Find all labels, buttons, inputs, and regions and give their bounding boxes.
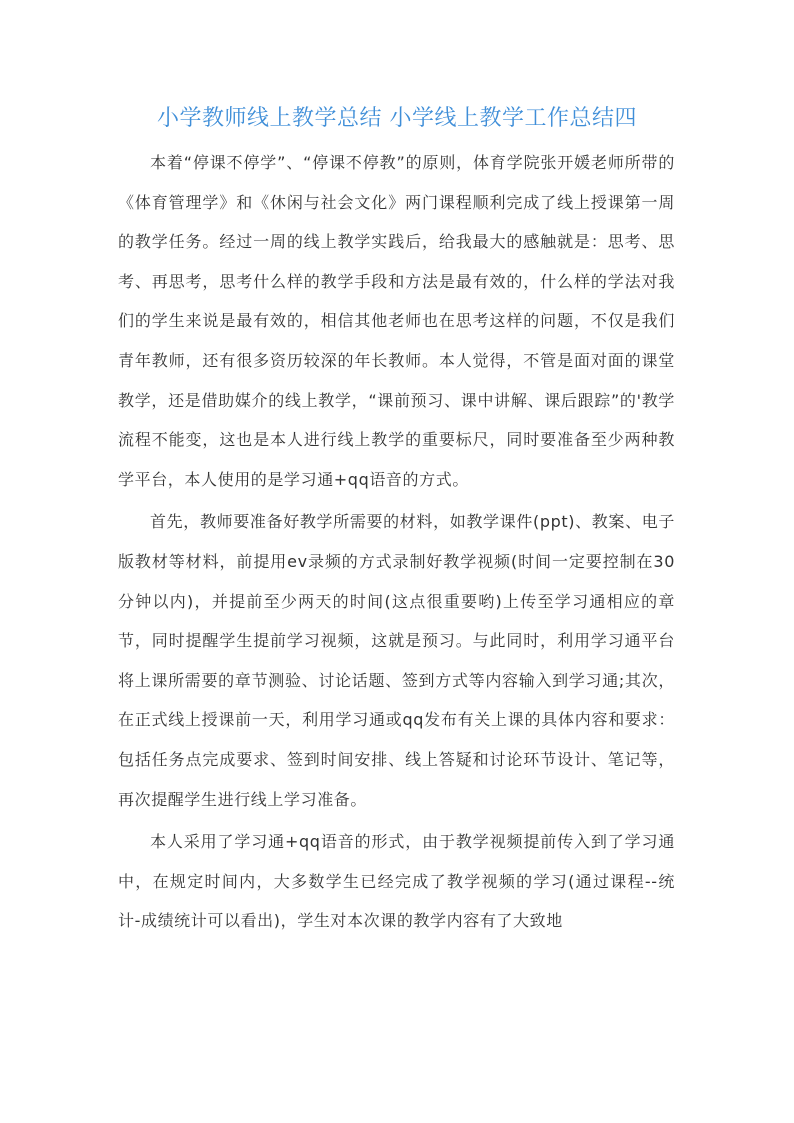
page-title: 小学教师线上教学总结 小学线上教学工作总结四 [157,106,637,131]
paragraph-intro: 本着“停课不停学”、“停课不停教”的原则，体育学院张开媛老师所带的《体育管理学》和《休闲与社会文化》两门课程顺利完成了线上授课第一周的教学任务。经过一周的线上教学实践后，给我最大的感触就是：思考、思考、再思考，思考什么样的教学手段和方法是最有效的，什么样的学法对我们的学生来说是最有效的，相信其他老师也在思考这样的问题，不仅是我们青年教师，还有很多资历较深的年长教师。本人觉得，不管是面对面的课堂教学，还是借助媒介的线上教学，“课前预习、课中讲解、课后跟踪”的'教学流程不能变，这也是本人进行线上教学的重要标尺，同时要准备至少两种教学平台，本人使用的是学习通+qq语音的方式。 [118,153,675,489]
paragraph-preparation: 首先，教师要准备好教学所需要的材料，如教学课件(ppt)、教案、电子版教材等材料，前提用ev录频的方式录制好教学视频(时间一定要控制在30分钟以内)，并提前至少两天的时间(这点很重要哟)上传至学习通相应的章节，同时提醒学生提前学习视频，这就是预习。与此同时，利用学习通平台将上课所需要的章节测验、讨论话题、签到方式等内容输入到学习通;其次，在正式线上授课前一天，利用学习通或qq发布有关上课的具体内容和要求：包括任务点完成要求、签到时间安排、线上答疑和讨论环节设计、笔记等，再次提醒学生进行线上学习准备。 [118,512,675,809]
paragraph-teaching-method: 本人采用了学习通+qq语音的形式，由于教学视频提前传入到了学习通中，在规定时间内，大多数学生已经完成了教学视频的学习(通过课程--统计-成绩统计可以看出)，学生对本次课的教学内容有了大致地 [118,832,675,931]
document-body [118,143,675,941]
